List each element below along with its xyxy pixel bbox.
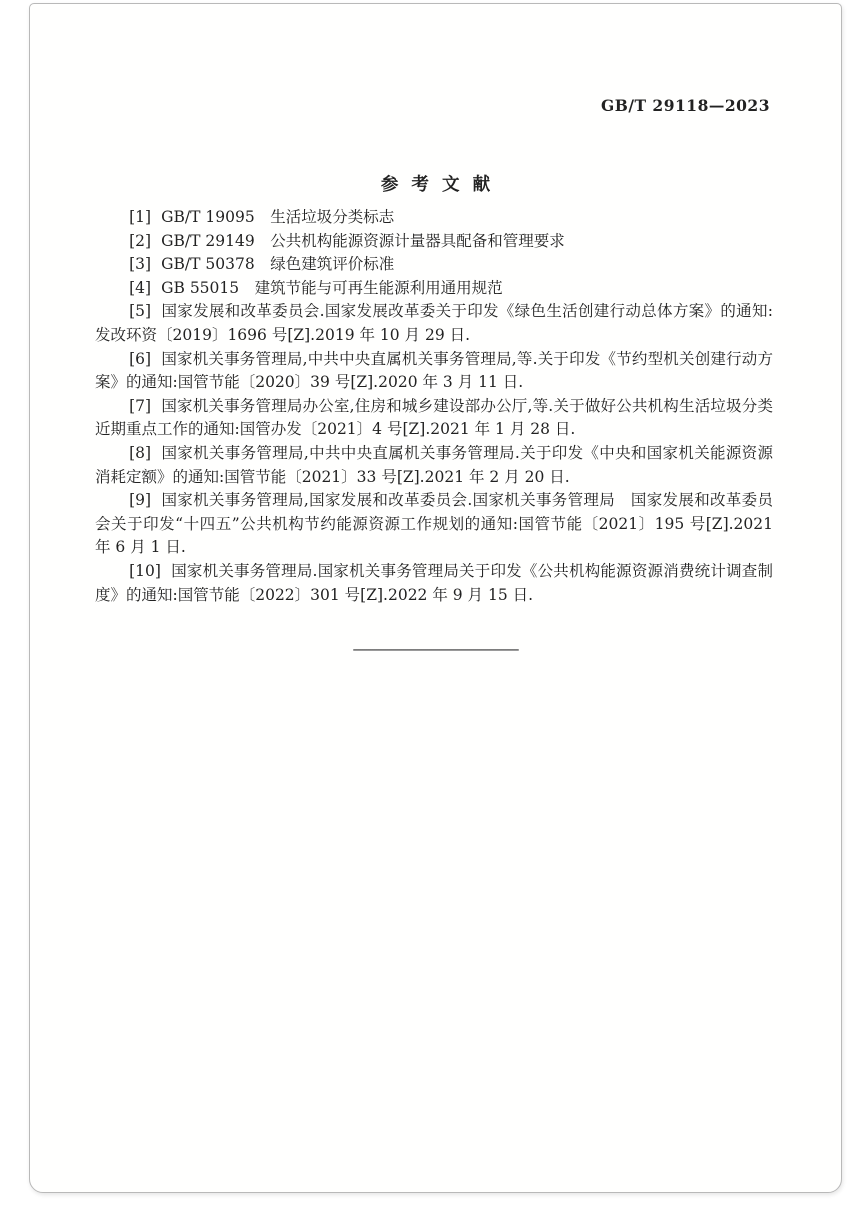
reference-item [95, 300, 773, 347]
reference-item [95, 230, 773, 254]
reference-text: GB/T 19095 生活垃圾分类标志 [161, 208, 395, 226]
reference-list [95, 206, 773, 607]
reference-item [95, 489, 773, 560]
reference-item [95, 560, 773, 607]
reference-number: [9] [129, 491, 152, 510]
end-of-document-rule [353, 649, 519, 651]
reference-text: 国家机关事务管理局,中共中央直属机关事务管理局.关于印发《中央和国家机关能源资源消耗定额》的通知:国管节能〔2021〕33 号[Z].2021 年 2 月 20 日. [95, 443, 773, 486]
reference-number: [10] [129, 561, 161, 580]
reference-item [95, 206, 773, 230]
standard-code-header: GB/T 29118—2023 [601, 96, 770, 115]
reference-text: GB/T 50378 绿色建筑评价标准 [161, 255, 395, 274]
page-title: 参考文献 [380, 175, 504, 195]
reference-text: 国家机关事务管理局.国家机关事务管理局关于印发《公共机构能源资源消费统计调查制度》的通知:国管节能〔2022〕301 号[Z].2022 年 9 月 15 日. [95, 561, 773, 604]
reference-number: [8] [129, 443, 152, 462]
reference-number: [1] [129, 208, 152, 226]
reference-item [95, 253, 773, 277]
reference-item [95, 348, 773, 395]
reference-item [95, 395, 773, 442]
reference-text: 国家发展和改革委员会.国家发展改革委关于印发《绿色生活创建行动总体方案》的通知:发改环资〔2019〕1696 号[Z].2019 年 10 月 29 日. [95, 302, 773, 344]
reference-number: [3] [129, 255, 152, 274]
reference-text: 国家机关事务管理局,中共中央直属机关事务管理局,等.关于印发《节约型机关创建行动方案》的通知:国管节能〔2020〕39 号[Z].2020 年 3 月 11 日. [95, 349, 773, 392]
reference-number: [6] [129, 349, 152, 368]
reference-item [95, 277, 773, 301]
reference-number: [5] [129, 302, 152, 321]
reference-item [95, 442, 773, 489]
reference-number: [7] [129, 396, 152, 415]
document-page [29, 3, 842, 1193]
reference-text: GB/T 29149 公共机构能源资源计量器具配备和管理要求 [161, 231, 565, 250]
reference-number: [2] [129, 231, 152, 250]
reference-text: 国家机关事务管理局办公室,住房和城乡建设部办公厅,等.关于做好公共机构生活垃圾分类近期重点工作的通知:国管办发〔2021〕4 号[Z].2021 年 1 月 28 日. [95, 396, 773, 439]
reference-text: GB 55015 建筑节能与可再生能源利用通用规范 [161, 278, 503, 297]
reference-number: [4] [129, 278, 152, 297]
reference-text: 国家机关事务管理局,国家发展和改革委员会.国家机关事务管理局 国家发展和改革委员会关于印发“十四五”公共机构节约能源资源工作规划的通知:国管节能〔2021〕195 号[Z].2021 年 6 月 1 日. [95, 491, 773, 557]
